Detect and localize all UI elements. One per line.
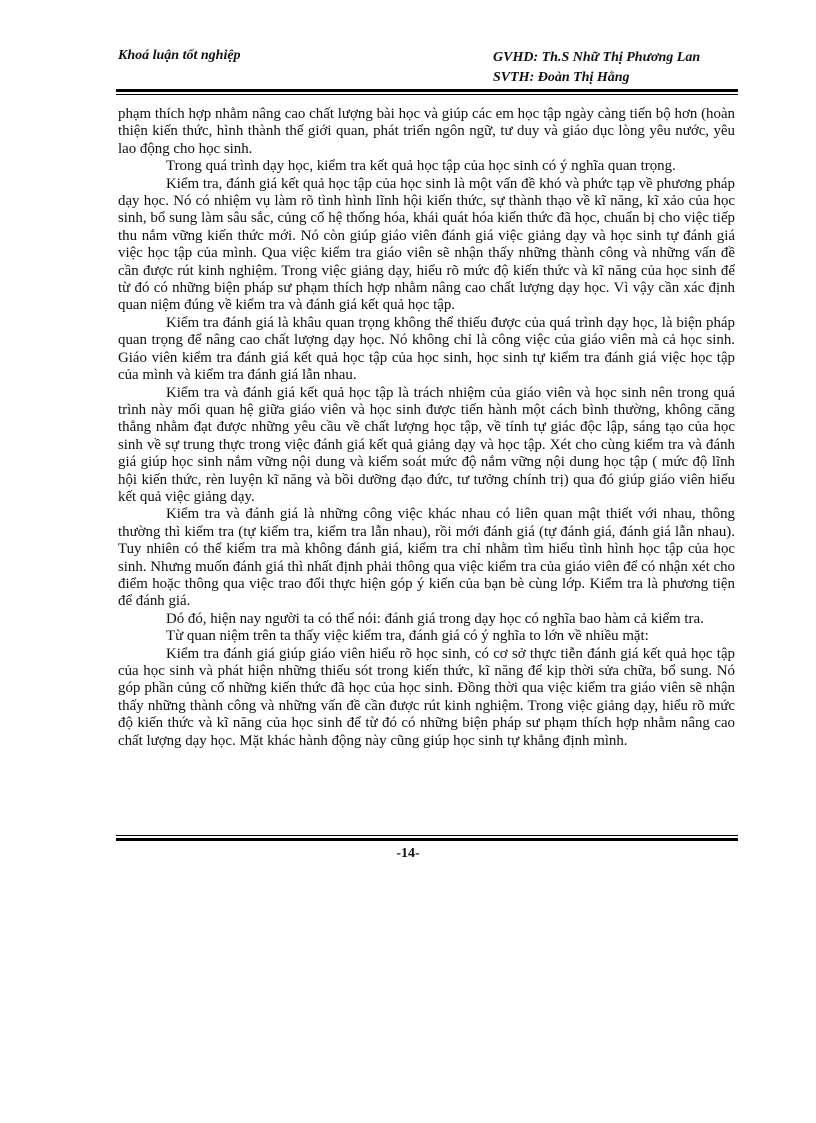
footer-rule-thick [116, 838, 738, 841]
paragraph: Kiểm tra và đánh giá kết quả học tập là trách nhiệm của giáo viên và học sinh nên trong quá trình này mối quan hệ giữa giáo viên và học sinh được tiến hành một cách bình thường, không căng thẳng nhằm đạt được những yêu cầu về chất lượng học tập, về tính tự giác độc lập, sáng tạo của học sinh về sự trung thực trong việc đánh giá kết quả giảng dạy và học tập. Xét cho cùng kiểm tra và đánh giá giúp học sinh nắm vững nội dung và kiểm soát mức độ nắm vững nội dung học tập ( mức độ lĩnh hội kiến thức, rèn luyện kĩ năng và bồi dưỡng đạo đức, tư tưởng chính trị) qua đó giúp giáo viên hiểu kết quả việc giảng dạy. [118, 384, 735, 505]
page-body [118, 106, 735, 750]
paragraph: Kiểm tra đánh giá là khâu quan trọng không thể thiếu được của quá trình dạy học, là biện pháp quan trọng để nâng cao chất lượng dạy học. Nó không chỉ là công việc của giáo viên mà cả học sinh. Giáo viên kiểm tra đánh giá kết quả học tập của học sinh, học sinh tự kiểm tra đánh giá việc học tập của mình và kiểm tra đánh giá lẫn nhau. [118, 314, 735, 384]
paragraph: Từ quan niệm trên ta thấy việc kiểm tra, đánh giá có ý nghĩa to lớn về nhiều mặt: [166, 628, 649, 645]
supervisor-line: GVHD: Th.S Nhữ Thị Phương Lan [493, 50, 701, 65]
header-rule-thin [116, 94, 738, 95]
student-line: SVTH: Đoàn Thị Hằng [493, 70, 630, 85]
header-credits [493, 48, 700, 88]
paragraph: Dó đó, hiện nay người ta có thể nói: đánh giá trong dạy học có nghĩa bao hàm cả kiểm tra. [166, 610, 704, 627]
footer-rule-thin [116, 835, 738, 836]
paragraph: phạm thích hợp nhằm nâng cao chất lượng bài học và giúp các em học tập ngày càng tiến bộ hơn (hoàn thiện kiến thức, hình thành thế giới quan, phát triển ngôn ngữ, tư duy và giáo dục lòng yêu nước, yêu lao động cho học sinh. [118, 106, 735, 157]
paragraph: Trong quá trình dạy học, kiểm tra kết quả học tập của học sinh có ý nghĩa quan trọng. [166, 158, 676, 175]
paragraph: Kiểm tra và đánh giá là những công việc khác nhau có liên quan mật thiết với nhau, thông thường thì kiểm tra (tự kiểm tra, kiểm tra lẫn nhau), rồi mới đánh giá (tự đánh giá, đánh giá lẫn nhau). Tuy nhiên có thể kiểm tra mà không đánh giá, kiểm tra chỉ nhằm tìm hiểu tình hình học tập của học sinh. Nhưng muốn đánh giá thì nhất định phải thông qua việc kiểm tra của giáo viên để có nhận xét cho điểm hoặc thông qua việc trao đổi thực hiện góp ý kiến của bạn bè cùng lớp. Kiểm tra là phương tiện để đánh giá. [118, 506, 735, 610]
header-rule-thick [116, 89, 738, 92]
paragraph: Kiểm tra, đánh giá kết quả học tập của học sinh là một vấn đề khó và phức tạp về phương pháp dạy học. Nó có nhiệm vụ làm rõ tình hình lĩnh hội kiến thức, sự thành thạo về kĩ năng, kĩ xảo của học sinh, bổ sung làm sâu sắc, củng cố hệ thống hóa, khái quát hóa kiến thức đã học, chuẩn bị cho việc tiếp thu nắm vững kiến thức mới. Nó còn giúp giáo viên đánh giá việc giảng dạy và học sinh tự đánh giá việc học tập của mình. Qua việc kiểm tra giáo viên sẽ nhận thấy những thành công và những vấn đề cần được rút kinh nghiệm. Trong việc giảng dạy, hiểu rõ mức độ kiến thức và kĩ năng của học sinh để từ đó có những biện pháp sư phạm thích hợp nhằm nâng cao chất lượng dạy học. Vì vậy cần xác định quan niệm đúng về kiểm tra và đánh giá kết quả học tập. [118, 175, 735, 314]
page-number: -14- [396, 846, 420, 861]
paragraph: Kiểm tra đánh giá giúp giáo viên hiểu rõ học sinh, có cơ sở thực tiễn đánh giá kết quả học tập của học sinh và phát hiện những thiếu sót trong kiến thức, kĩ năng để kịp thời sửa chữa, bổ sung. Nó góp phần củng cố những kiến thức đã học của học sinh. Đồng thời qua việc kiểm tra giáo viên sẽ nhận thấy những thành công và những vấn đề cần được rút kinh nghiệm. Trong việc giảng dạy, hiểu rõ mức độ kiến thức và kĩ năng của học sinh để từ đó có những biện pháp sư phạm thích hợp nhằm nâng cao chất lượng dạy học. Mặt khác hành động này cũng giúp học sinh tự khẳng định mình. [118, 645, 735, 749]
thesis-title: Khoá luận tốt nghiệp [118, 48, 241, 63]
